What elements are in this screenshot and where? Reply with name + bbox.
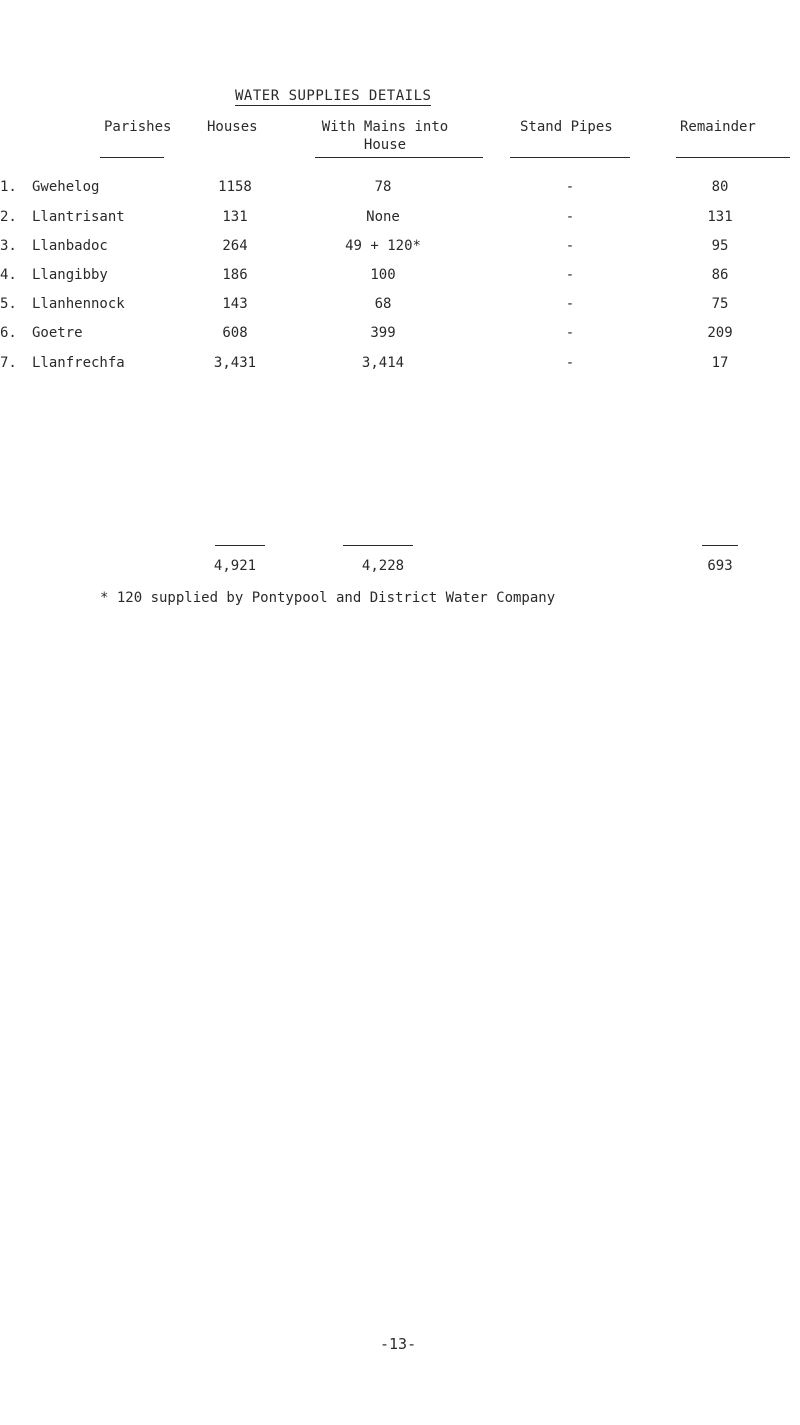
houses-count: 264 [222,238,248,254]
mains-count: 399 [370,325,396,341]
totals-row [0,556,800,576]
page-title: WATER SUPPLIES DETAILS [235,88,432,104]
header-rule-mains [315,157,483,158]
remainder-count: 80 [711,179,729,195]
parish-name: Llanhennock [32,296,125,312]
header-rule-stand [510,157,630,158]
remainder-count: 209 [707,325,733,341]
remainder-count: 17 [711,355,729,371]
parish-name: Goetre [32,325,83,341]
header-mains [320,118,450,154]
row-number: 6. [0,325,17,341]
row-number: 7. [0,355,17,371]
header-mains-line2: House [363,137,407,153]
remainder-count: 86 [711,267,729,283]
stand-pipes-count: - [565,355,575,371]
stand-pipes-count: - [565,179,575,195]
table-row [0,323,800,343]
parish-name: Llangibby [32,267,108,283]
stand-pipes-count: - [565,296,575,312]
row-number: 3. [0,238,17,254]
mains-count: 68 [374,296,392,312]
mains-count: 3,414 [361,355,405,371]
houses-count: 131 [222,209,248,225]
mains-count: 100 [370,267,396,283]
header-stand-pipes: Stand Pipes [520,119,613,135]
total-remainder: 693 [707,558,733,574]
page-number: -13- [380,1335,417,1353]
stand-pipes-count: - [565,238,575,254]
header-houses: Houses [207,119,258,135]
stand-pipes-count: - [565,209,575,225]
row-number: 5. [0,296,17,312]
row-number: 1. [0,179,17,195]
total-rule-mains [343,545,413,546]
total-houses: 4,921 [213,558,257,574]
table-row [0,294,800,314]
table-row [0,236,800,256]
header-rule-remainder [676,157,790,158]
parish-name: Llanbadoc [32,238,108,254]
houses-count: 1158 [218,179,252,195]
row-number: 2. [0,209,17,225]
header-parishes: Parishes [104,119,172,135]
table-row [0,177,800,197]
houses-count: 608 [222,325,248,341]
houses-count: 143 [222,296,248,312]
header-remainder: Remainder [680,119,756,135]
table-row [0,207,800,227]
row-number: 4. [0,267,17,283]
stand-pipes-count: - [565,325,575,341]
header-rule-parishes [100,157,164,158]
parish-name: Llanfrechfa [32,355,125,371]
remainder-count: 95 [711,238,729,254]
parish-name: Gwehelog [32,179,100,195]
parish-name: Llantrisant [32,209,125,225]
houses-count: 186 [222,267,248,283]
header-mains-line1: With Mains into [321,119,449,135]
table-row [0,353,800,373]
mains-count: None [366,209,400,225]
remainder-count: 131 [707,209,733,225]
table-row [0,265,800,285]
remainder-count: 75 [711,296,729,312]
mains-count: 49 + 120* [345,238,421,254]
stand-pipes-count: - [565,267,575,283]
total-rule-remainder [702,545,738,546]
mains-count: 78 [374,179,392,195]
total-mains: 4,228 [361,558,405,574]
houses-count: 3,431 [213,355,257,371]
total-rule-houses [215,545,265,546]
footnote: * 120 supplied by Pontypool and District Water Company [100,590,556,606]
